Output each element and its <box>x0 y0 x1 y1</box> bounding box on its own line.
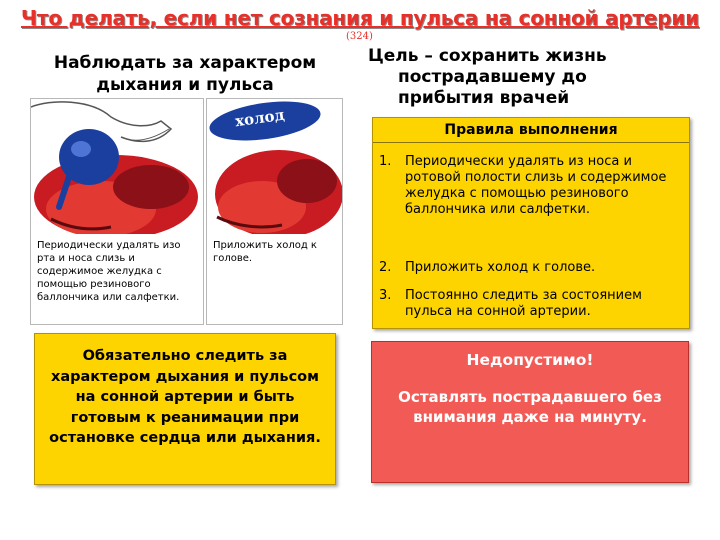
rule-item-1 <box>379 154 679 218</box>
rule-number: 2. <box>379 260 392 275</box>
image-panel-suction <box>30 98 204 325</box>
must-monitor-text: Обязательно следить за характером дыхания и пульсом на сонной артерии и быть готовым к реанимации при остановке сердца или дыхания. <box>49 348 321 446</box>
rule-text: Периодически удалять из носа и ротовой полости слизь и содержимое желудка с помощью резинового баллончика или салфетки. <box>405 154 667 217</box>
goal-line-1: Цель – сохранить жизнь <box>368 46 607 66</box>
forbidden-text: Оставлять пострадавшего без внимания даже на минуту. <box>398 388 662 426</box>
image-panel-cold <box>206 98 343 325</box>
rule-number: 1. <box>379 154 392 169</box>
must-monitor-box <box>34 333 336 485</box>
rule-item-2 <box>379 260 679 276</box>
suction-bulb-head-illustration <box>31 99 203 234</box>
cold-caption: Приложить холод к голове. <box>213 240 317 264</box>
page-title: Что делать, если нет сознания и пульса на сонной артерии <box>20 6 700 30</box>
rule-text: Постоянно следить за состоянием пульса на сонной артерии. <box>405 288 642 319</box>
slide-number: (324) <box>346 31 373 42</box>
goal-line-2: пострадавшему до <box>398 67 587 87</box>
rule-number: 3. <box>379 288 392 303</box>
forbidden-box <box>371 341 689 483</box>
goal-text <box>368 46 688 109</box>
rule-text: Приложить холод к голове. <box>405 260 596 275</box>
goal-line-3: прибытия врачей <box>398 88 570 108</box>
suction-caption: Периодически удалять изо рта и носа слизь и содержимое желудка с помощью резинового баллончика или салфетки. <box>37 240 181 303</box>
forbidden-title: Недопустимо! <box>466 351 594 369</box>
rules-box <box>372 117 690 329</box>
observe-heading: Наблюдать за характером дыхания и пульса <box>53 53 317 95</box>
rules-title: Правила выполнения <box>444 122 618 138</box>
rules-divider <box>373 142 689 143</box>
rule-item-3 <box>379 288 679 320</box>
cold-label: холод <box>233 105 286 131</box>
